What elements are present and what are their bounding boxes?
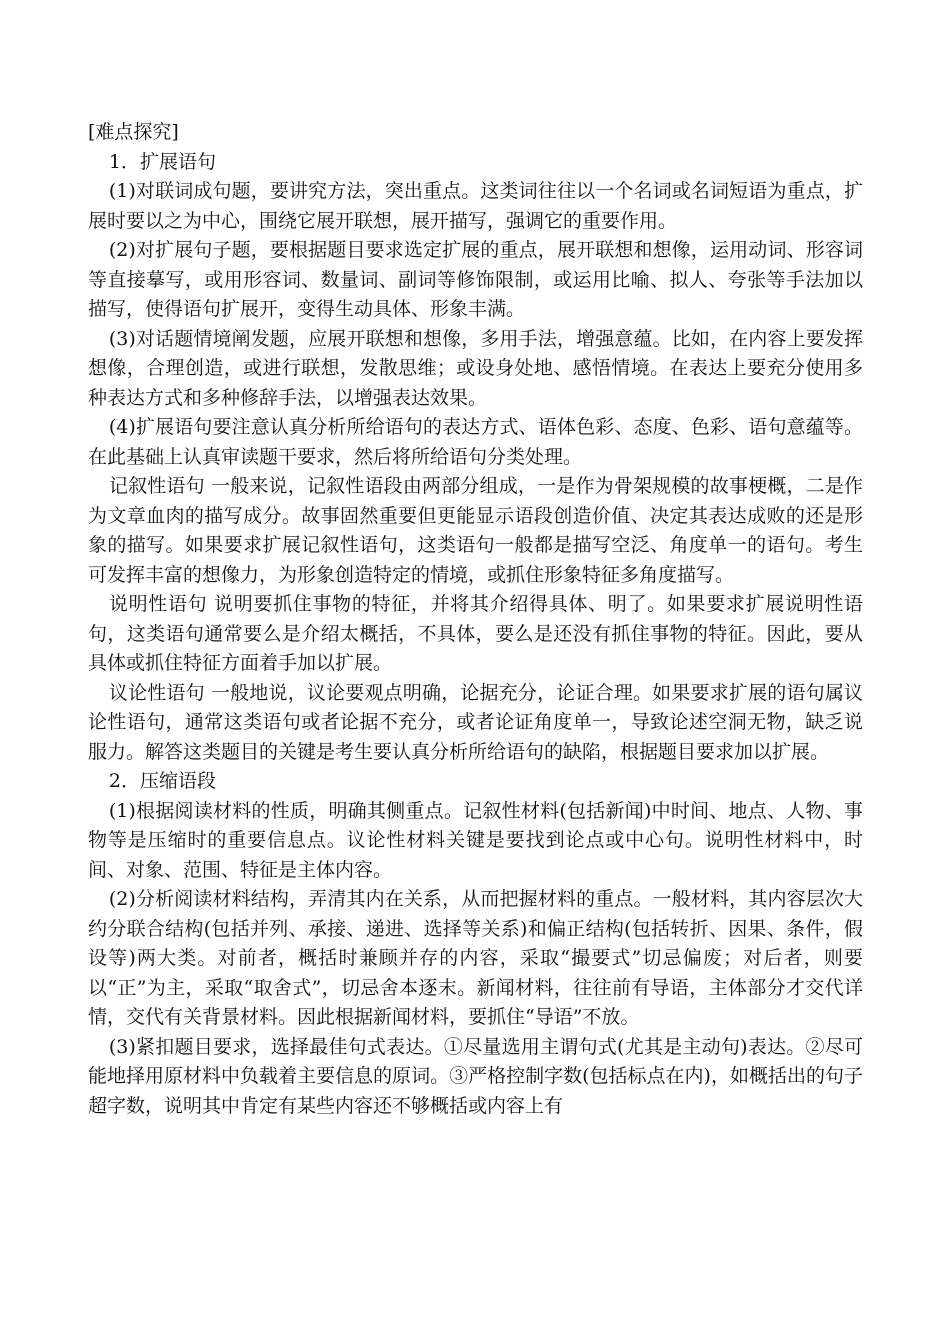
section-title: [难点探究]: [88, 121, 179, 143]
part1-paragraph-4: (4)扩展语句要注意认真分析所给语句的表达方式、语体色彩、态度、色彩、语句意蕴等。在此基础上认真审读题干要求，然后将所给语句分类处理。: [88, 416, 863, 468]
argumentative-sentence-paragraph: 议论性语句 一般地说，议论要观点明确，论据充分，论证合理。如果要求扩展的语句属议论性语句，通常这类语句或者论据不充分，或者论证角度单一，导致论述空洞无物，缺乏说服力。解答这类题目的关键是考生要认真分析所给语句的缺陷，根据题目要求加以扩展。: [88, 681, 863, 763]
part2-paragraph-2: (2)分析阅读材料结构，弄清其内在关系，从而把握材料的重点。一般材料，其内容层次大约分联合结构(包括并列、承接、递进、选择等关系)和偏正结构(包括转折、因果、条件，假设等)两大类。对前者，概括时兼顾并存的内容，采取“撮要式”切忌偏废；对后者，则要以“正”为主，采取“取舍式”，切忌舍本逐末。新闻材料，往往前有导语，主体部分才交代详情，交代有关背景材料。因此根据新闻材料，要抓住“导语”不放。: [88, 888, 863, 1028]
narrative-sentence-paragraph: 记叙性语句 一般来说，记叙性语段由两部分组成，一是作为骨架规模的故事梗概，二是作为文章血肉的描写成分。故事固然重要但更能显示语段创造价值、决定其表达成败的还是形象的描写。如果要求扩展记叙性语句，这类语句一般都是描写空泛、角度单一的语句。考生可发挥丰富的想像力，为形象创造特定的情境，或抓住形象特征多角度描写。: [88, 475, 863, 586]
part1-heading: 1．扩展语句: [108, 150, 216, 173]
part1-paragraph-3: (3)对话题情境阐发题，应展开联想和想像，多用手法，增强意蕴。比如，在内容上要发挥想像，合理创造，或进行联想，发散思维；或设身处地、感悟情境。在表达上要充分使用多种表达方式和多种修辞手法，以增强表达效果。: [88, 327, 863, 409]
part2-paragraph-1: (1)根据阅读材料的性质，明确其侧重点。记叙性材料(包括新闻)中时间、地点、人物、事物等是压缩时的重要信息点。议论性材料关键是要找到论点或中心句。说明性材料中，时间、对象、范围、特征是主体内容。: [88, 799, 863, 881]
part1-paragraph-2: (2)对扩展句子题，要根据题目要求选定扩展的重点，展开联想和想像，运用动词、形容词等直接摹写，或用形容词、数量词、副词等修饰限制，或运用比喻、拟人、夸张等手法加以描写，使得语句扩展开，变得生动具体、形象丰满。: [88, 239, 863, 320]
part2-heading: 2．压缩语段: [108, 770, 216, 792]
expository-sentence-paragraph: 说明性语句 说明要抓住事物的特征，并将其介绍得具体、明了。如果要求扩展说明性语句，这类语句通常要么是介绍太概括，不具体，要么是还没有抓住事物的特征。因此，要从具体或抓住特征方面着手加以扩展。: [88, 593, 863, 674]
part2-paragraph-3: (3)紧扣题目要求，选择最佳句式表达。①尽量选用主谓句式(尤其是主动句)表达。②尽可能地择用原材料中负载着主要信息的原词。③严格控制字数(包括标点在内)，如概括出的句子超字数，说明其中肯定有某些内容还不够概括或内容上有: [88, 1035, 863, 1117]
part1-paragraph-1: (1)对联词成句题，要讲究方法，突出重点。这类词往往以一个名词或名词短语为重点，扩展时要以之为中心，围绕它展开联想，展开描写，强调它的重要作用。: [88, 180, 863, 232]
document-page: [88, 118, 863, 1121]
